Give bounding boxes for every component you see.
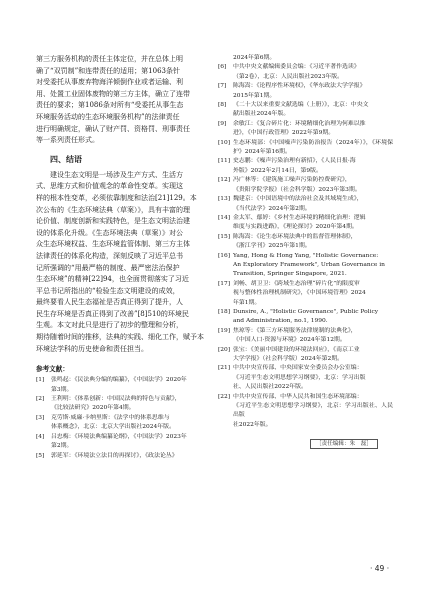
- paragraph-line: 法律责任的体系化构造，深刻反映了习近平总书: [36, 251, 183, 260]
- reference-number: [21]: [218, 365, 231, 372]
- reference-line: and Administration, no.1, 1990.: [233, 318, 328, 325]
- reference-item: [218, 120, 393, 139]
- reference-number: [18]: [218, 308, 231, 315]
- reference-number: [17]: [218, 280, 231, 287]
- reference-line: 《浙江学刊》2025年第1期。: [233, 243, 311, 250]
- reference-number: [11]: [218, 158, 231, 165]
- reference-line: 张宝：《美丽中国建设的环境法回应》，《南京工业: [233, 346, 360, 353]
- reference-number: [5]: [36, 452, 45, 459]
- paragraph-line: 众生态环境权益、生态环境监管体制、第三方主体: [36, 240, 190, 249]
- reference-item: [218, 364, 393, 392]
- reference-text: [51, 433, 211, 452]
- paragraph-line: 进行明确规定，确认了财产罚、资格罚、刑事责任: [36, 124, 190, 133]
- reference-text: [51, 452, 211, 461]
- reference-number: [2]: [36, 396, 45, 403]
- reference-text: [233, 364, 393, 392]
- reference-line: 社、人民出版社2022年版。: [233, 384, 307, 391]
- reference-item: [218, 195, 393, 214]
- paragraph-line: 生态环境”的精神[22]94，也全面贯彻落实了习近: [36, 275, 189, 284]
- reference-item: [218, 308, 393, 327]
- reference-line: 《习近平生态文明思想学习纲要》，北京：学习出版: [233, 374, 366, 381]
- reference-line: An Exploratory Framework", Urban Governance in: [233, 261, 385, 268]
- reference-item: [218, 280, 393, 308]
- reference-line: 《比较法研究》2020年第4期。: [51, 405, 135, 412]
- reference-item: [36, 433, 211, 452]
- reference-line: （第2卷），北京：人民出版社2023年版。: [233, 73, 344, 80]
- reference-text: [233, 214, 393, 233]
- reference-line: 陈海嵩：《论程序性环境权》，《华东政法大学学报》: [233, 83, 366, 90]
- paragraph-line: 用、处置工业固体废物的第三方主体，确立了连带: [36, 89, 190, 98]
- paragraph-line: 设的体系化升级。《生态环境法典（草案）》对公: [36, 228, 183, 237]
- paragraph-line: 样的根本性变革，必须依靠制度和法治[21]129。本: [36, 193, 197, 202]
- reference-line: 《贵阳学院学报》（社会科学版）2023年第3期。: [233, 186, 361, 193]
- reference-line: 生态环境部：《中国噪声污染防治报告（2024年）》，《环境保护》2024年第16期。: [233, 139, 393, 156]
- reference-line: 陈海嵩：《论生态环境法典中的监督管理体制》，: [233, 233, 357, 240]
- page-number: · 49 ·: [370, 564, 390, 573]
- reference-number: [20]: [218, 346, 231, 353]
- reference-item: [218, 346, 393, 365]
- reference-line: 《习近平生态文明思想学习纲要》，北京：学习出版社、人民出版: [233, 403, 393, 419]
- reference-text: [233, 195, 393, 214]
- paragraph-line: 次公布的《生态环境法典（草案）》，具有丰富的理: [36, 205, 190, 214]
- reference-text: [233, 327, 393, 346]
- paragraph-line: 平总书记所指出的“检验生态文明建设的成效，: [36, 286, 180, 295]
- paragraph-line: 记所强调的“用最严格的制度、最严密法治保护: [36, 263, 180, 272]
- reference-text: [233, 157, 393, 176]
- reference-line: 魏建京：《中国语境中的法治社会及其域境生成》，: [233, 196, 363, 203]
- reference-line: 年第1期。: [233, 299, 261, 306]
- reference-text: [233, 63, 393, 82]
- paragraph-line: 确了“双罚制”和连带责任的适用；第1063条针: [36, 66, 180, 75]
- reference-text: [51, 395, 211, 414]
- reference-number: [6]: [218, 64, 227, 71]
- reference-line: 视与整体性治理机制研究》，《中国环境管理》2024: [233, 290, 366, 297]
- reference-line: 中共中央宣传部、中央国家安全委员会办公室编：: [233, 365, 363, 372]
- reference-line: 刘畅、胡卫卫：《跨域生态治理“碎片化”的限度审: [233, 280, 360, 287]
- reference-text: [51, 414, 211, 433]
- reference-line: Yang, Hong & Hong Yang, "Holistic Governance:: [233, 252, 379, 259]
- reference-line: 2015年第1期。: [233, 92, 276, 99]
- reference-line: 《中国人口·资源与环境》2024年第12期。: [233, 337, 346, 344]
- reference-number: [8]: [218, 102, 227, 109]
- reference-number: [9]: [218, 120, 227, 127]
- paragraph-line: 论价值、制度创新和实践特色，是生态文明法治建: [36, 217, 190, 226]
- paragraph-line: 第三方服务机构的责任主体定位，并在总体上明: [36, 55, 183, 63]
- reference-line: 维度与实践进路》，《理论探讨》2020年第4期。: [233, 224, 358, 231]
- paragraph-line: 最终要看人民生态福祉是否真正得到了提升，人: [36, 298, 183, 307]
- paragraph-line: 等一系列责任形式。: [36, 136, 99, 145]
- reference-number: [22]: [218, 393, 231, 400]
- body-paragraph-liability: [36, 54, 211, 147]
- reference-line: 第2期。: [51, 443, 73, 450]
- references-list-right: [218, 63, 393, 430]
- reference-line: 张鸣起：《民法典分编的编纂》，《中国法学》2020年: [51, 377, 187, 384]
- paragraph-line: 建设生态文明是一场涉及生产方式、生活方: [50, 170, 183, 179]
- reference-line: 进》，《中国行政管理》2022年第9期。: [233, 130, 335, 137]
- reference-number: [12]: [218, 177, 231, 184]
- paragraph-line: 期待随着时间的推移，法典的实践、细化工作，赋予本: [36, 333, 204, 342]
- reference-line: 王利明：《体系创新：中国民法典的特色与贡献》，: [51, 396, 181, 403]
- paragraph-line: 环境法学科的历史使命和责任担当。: [36, 344, 148, 353]
- reference-line: 献出版社2024年版。: [233, 111, 290, 118]
- reference-item: [218, 82, 393, 101]
- reference-number: [16]: [218, 252, 231, 259]
- reference-item: [218, 157, 393, 176]
- reference-text: [233, 120, 393, 139]
- paragraph-line: 生观。本文对此只是进行了初步的整理和分析，: [36, 321, 183, 330]
- reference-item: [218, 233, 393, 252]
- paragraph-line: 责任的要求；第1086条对所有“受委托从事生态: [36, 101, 184, 110]
- reference-line: 克劳斯·威廉·卡纳里斯：《法学中的体系思维与: [51, 414, 170, 421]
- reference-line: 《二十大以来重要文献选编（上册）》，北京：中央文: [233, 102, 369, 109]
- reference-number: [7]: [218, 83, 227, 90]
- reference-line: 中共中央文献编辑委员会编：《习近平著作选读》: [233, 64, 360, 71]
- reference-text: [233, 101, 393, 120]
- reference-number: [14]: [218, 214, 231, 221]
- reference-text: [233, 233, 393, 252]
- right-column: [218, 54, 393, 449]
- reference-item: [218, 327, 393, 346]
- section-heading-conclusion: 四、结语: [50, 154, 82, 164]
- body-paragraph-conclusion: [36, 170, 211, 356]
- reference-text: [233, 346, 393, 365]
- paragraph-line: 环境服务活动的生态环境服务机构”的法律责任: [36, 112, 180, 121]
- paragraph-line: 对受委托从事废弃物海洋倾倒作业或者运输、利: [36, 78, 183, 87]
- reference-text: [233, 176, 393, 195]
- reference-number: [4]: [36, 433, 45, 440]
- references-heading: 参考文献：: [36, 365, 69, 374]
- reference-number: [19]: [218, 327, 231, 334]
- reference-line: 体系概念》，北京：北京大学出版社2024年版。: [51, 424, 175, 431]
- reference-line: 史志鹏：《噪声污染治理有新招》，《人民日报·海: [233, 158, 356, 165]
- reference-line: 中共中央宣传部、中华人民共和国生态环境部编：: [233, 393, 363, 400]
- left-column: [36, 54, 211, 461]
- reference-item: [218, 176, 393, 195]
- reference-item: [36, 414, 211, 433]
- reference-line: Dunsire, A., "Holistic Governance", Public Policy: [233, 308, 379, 315]
- reference-item: [218, 63, 393, 82]
- reference-line: 外版》2022年2月14日，第9版。: [233, 167, 322, 174]
- reference-line: 第3期。: [51, 386, 73, 393]
- reference-continuation: 2024年第6期。: [233, 55, 276, 61]
- reference-item: [218, 252, 393, 280]
- reference-item: [218, 214, 393, 233]
- reference-line: 大学学报》（社会科学版）2024年第2期。: [233, 356, 344, 362]
- reference-line: 郭延军：《环境法立法目的再探讨》，《政法论丛》: [51, 452, 178, 459]
- reference-number: [15]: [218, 233, 231, 240]
- reference-line: 余敏江：《复合碎片化：环境精细化治理为何难以推: [233, 120, 366, 127]
- reference-text: [233, 280, 393, 308]
- reference-line: 《当代法学》2024年第2期。: [233, 205, 311, 212]
- references-list-left: [36, 376, 211, 461]
- reference-number: [10]: [218, 139, 231, 146]
- responsible-editor: ［责任编辑：朱 磊］: [310, 439, 378, 449]
- reference-text: [233, 308, 393, 327]
- reference-item: [218, 393, 393, 431]
- reference-item: [36, 376, 211, 395]
- reference-text: [233, 139, 393, 158]
- paragraph-line: 民生存环境是否真正得到了改善”[8]510的环境民: [36, 309, 189, 318]
- reference-number: [3]: [36, 414, 45, 421]
- reference-line: 社2022年版。: [233, 421, 272, 428]
- reference-line: 冯广林等：《建筑施工噪声污染防控费研究》，: [233, 177, 351, 184]
- reference-item: [218, 139, 393, 158]
- reference-line: 吕忠梅：《环境法典编纂论纲》，《中国法学》2023年: [51, 433, 187, 440]
- reference-text: [51, 376, 211, 395]
- paragraph-line: 式、思维方式和价值观念的革命性变革。实现这: [36, 182, 183, 191]
- reference-item: [218, 101, 393, 120]
- reference-text: [233, 252, 393, 280]
- reference-line: Transition, Springer Singapore, 2021.: [233, 271, 347, 278]
- reference-item: [36, 395, 211, 414]
- reference-line: 金太军、鄢婷：《乡村生态环境的精细化治理：逻辑: [233, 214, 366, 221]
- reference-item: [36, 452, 211, 461]
- reference-number: [13]: [218, 196, 231, 203]
- reference-line: 焦琼等：《第三方环境服务法律规制的法典化》，: [233, 327, 357, 334]
- reference-text: [233, 393, 393, 431]
- reference-text: [233, 82, 393, 101]
- reference-number: [1]: [36, 377, 45, 384]
